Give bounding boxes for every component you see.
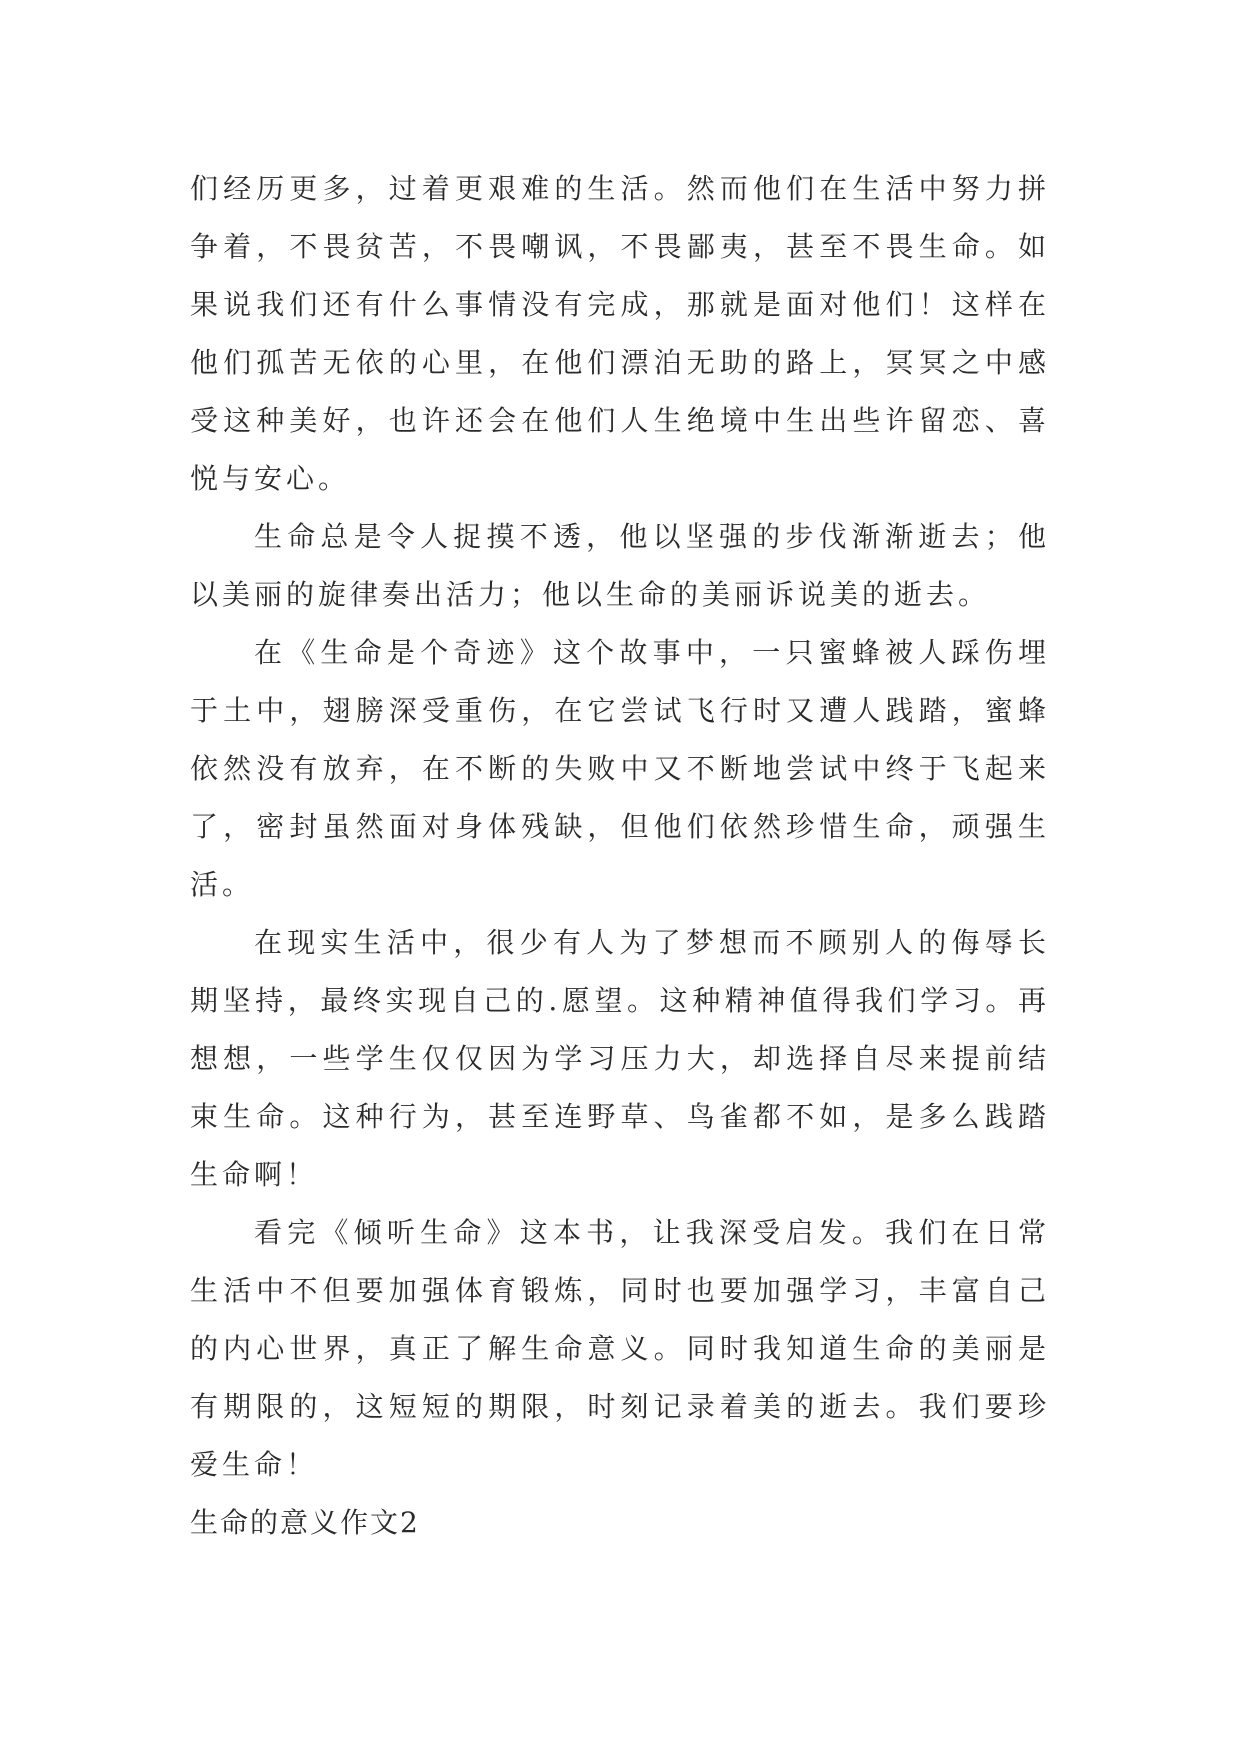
- document-body: [190, 160, 1050, 1552]
- paragraph-bee-story: 在《生命是个奇迹》这个故事中，一只蜜蜂被人踩伤埋于土中，翅膀深受重伤，在它尝试飞行时又遭人践踏，蜜蜂依然没有放弃，在不断的失败中又不断地尝试中终于飞起来了，密封虽然面对身体残缺，但他们依然珍惜生命，顽强生活。: [190, 636, 1050, 901]
- paragraph-continued: 们经历更多，过着更艰难的生活。然而他们在生活中努力拼争着，不畏贫苦，不畏嘲讽，不畏鄙夷，甚至不畏生命。如果说我们还有什么事情没有完成，那就是面对他们！这样在他们孤苦无依的心里，在他们漂泊无助的路上，冥冥之中感受这种美好，也许还会在他们人生绝境中生出些许留恋、喜悦与安心。: [190, 172, 1050, 495]
- paragraph-conclusion: 看完《倾听生命》这本书，让我深受启发。我们在日常生活中不但要加强体育锻炼，同时也要加强学习，丰富自己的内心世界，真正了解生命意义。同时我知道生命的美丽是有期限的，这短短的期限，时刻记录着美的逝去。我们要珍爱生命！: [190, 1216, 1050, 1481]
- next-essay-heading: 生命的意义作文2: [190, 1506, 420, 1539]
- paragraph-life-mystery: 生命总是令人捉摸不透，他以坚强的步伐渐渐逝去；他以美丽的旋律奏出活力；他以生命的美丽诉说美的逝去。: [190, 520, 1050, 611]
- paragraph-real-life: 在现实生活中，很少有人为了梦想而不顾别人的侮辱长期坚持，最终实现自己的.愿望。这种精神值得我们学习。再想想，一些学生仅仅因为学习压力大，却选择自尽来提前结束生命。这种行为，甚至连野草、鸟雀都不如，是多么践踏生命啊！: [190, 926, 1050, 1191]
